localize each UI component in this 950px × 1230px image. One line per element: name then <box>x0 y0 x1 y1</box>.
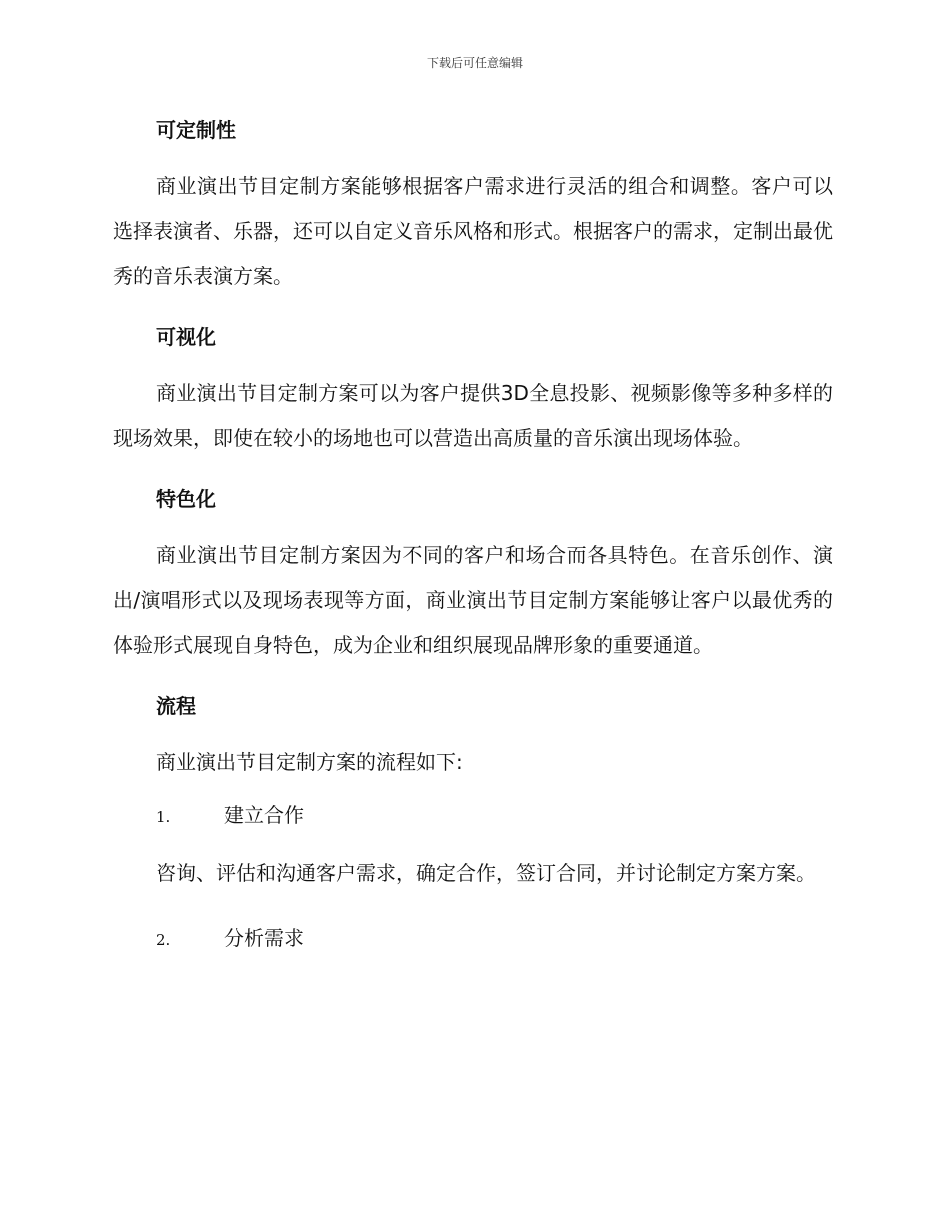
step-label: 建立合作 <box>224 803 304 827</box>
document-body <box>113 110 833 958</box>
process-intro: 商业演出节目定制方案的流程如下: <box>156 750 463 774</box>
process-step <box>113 795 833 835</box>
step-label: 分析需求 <box>224 926 304 950</box>
section-heading-process: 流程 <box>156 694 196 718</box>
step-body: 咨询、评估和沟通客户需求，确定合作，签订合同，并讨论制定方案方案。 <box>156 861 816 885</box>
section-body-customizable: 商业演出节目定制方案能够根据客户需求进行灵活的组合和调整。客户可以选择表演者、乐器，还可以自定义音乐风格和形式。根据客户的需求，定制出最优秀的音乐表演方案。 <box>113 174 833 288</box>
section-heading-visual: 可视化 <box>156 325 216 349</box>
step-number: 2. <box>156 931 171 949</box>
section-heading-distinctive: 特色化 <box>156 487 216 511</box>
section-body-distinctive: 商业演出节目定制方案因为不同的客户和场合而各具特色。在音乐创作、演出/演唱形式以及现场表现等方面，商业演出节目定制方案能够让客户以最优秀的体验形式展现自身特色，成为企业和组织展现品牌形象的重要通道。 <box>113 543 833 657</box>
section-heading-customizable: 可定制性 <box>156 118 236 142</box>
step-number: 1. <box>156 808 171 826</box>
page-header: 下载后可任意编辑 <box>426 56 523 70</box>
process-step <box>113 918 833 958</box>
section-body-visual: 商业演出节目定制方案可以为客户提供3D全息投影、视频影像等多种多样的现场效果，即使在较小的场地也可以营造出高质量的音乐演出现场体验。 <box>113 381 833 450</box>
